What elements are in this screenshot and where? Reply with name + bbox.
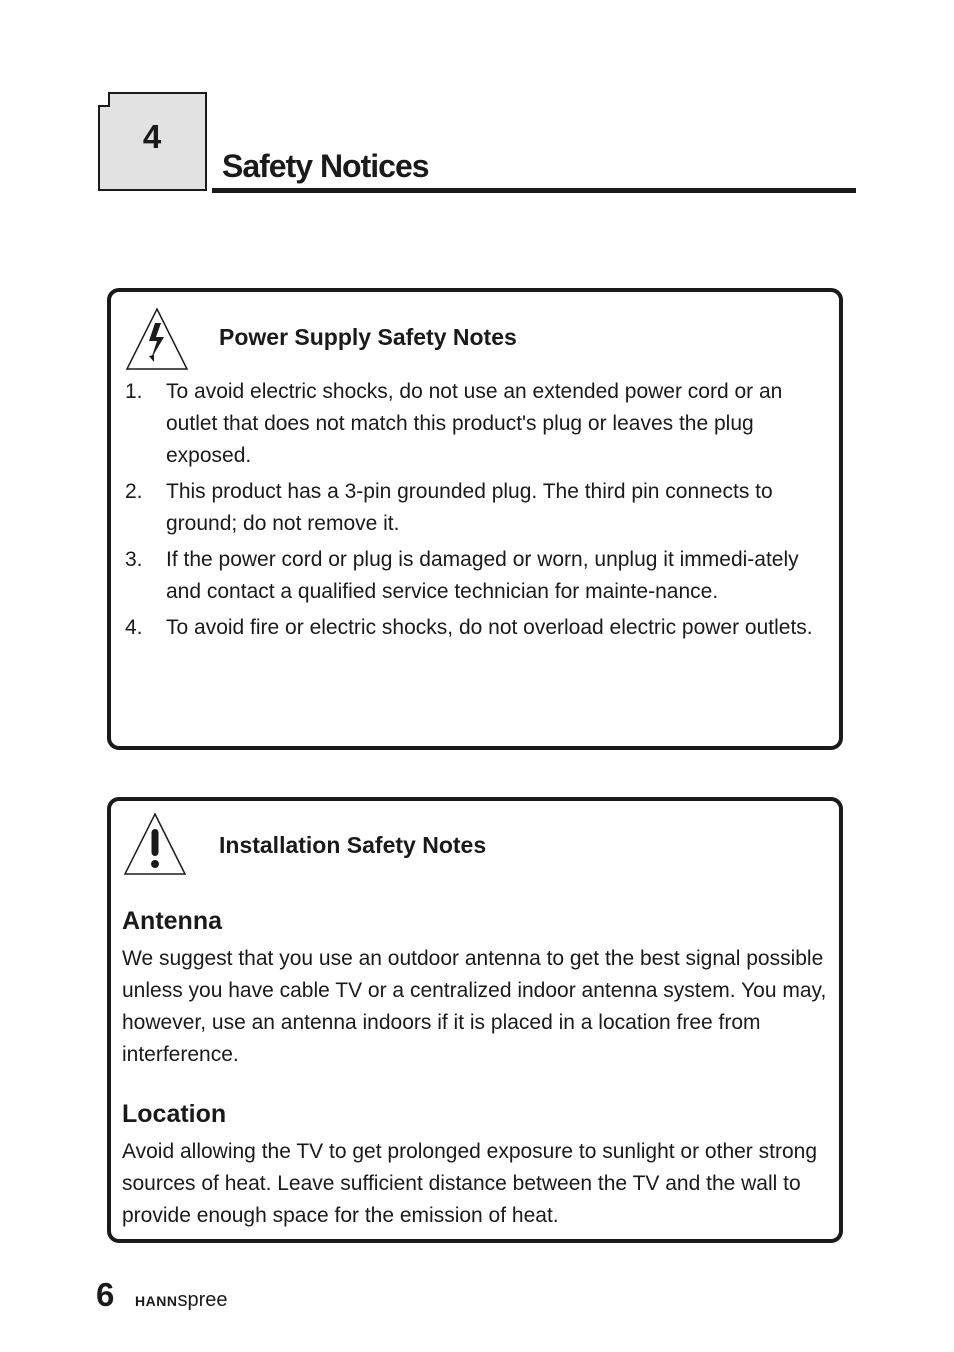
list-item-number: 3. <box>125 548 143 571</box>
title-rule <box>212 188 856 193</box>
power-supply-heading: Power Supply Safety Notes <box>219 324 517 350</box>
page-title: Safety Notices <box>222 148 429 184</box>
list-item <box>125 612 835 644</box>
chapter-number: 4 <box>142 118 162 155</box>
installation-section <box>107 797 843 1243</box>
list-item-text: To avoid fire or electric shocks, do not overload electric power outlets. <box>166 616 813 639</box>
brand-logo-light: spree <box>177 1289 228 1311</box>
list-item <box>125 376 835 472</box>
list-item-text: If the power cord or plug is damaged or worn, unplug it immedi-ately and contact a qualified service technician for mainte-nance. <box>166 548 799 603</box>
location-text: Avoid allowing the TV to get prolonged exposure to sunlight or other strong sources of heat. Leave sufficient distance between the TV and the wall to provide enough space for the emission of heat. <box>122 1140 817 1227</box>
list-item <box>125 476 835 540</box>
chapter-tab <box>98 92 208 191</box>
list-item-number: 2. <box>125 480 143 503</box>
power-supply-section <box>107 288 843 750</box>
location-heading: Location <box>122 1100 227 1128</box>
brand-logo <box>135 1289 227 1312</box>
electric-shock-warning-icon <box>124 306 190 372</box>
list-item <box>125 544 835 608</box>
antenna-text: We suggest that you use an outdoor antenna to get the best signal possible unless you have cable TV or a centralized indoor antenna system. You may, however, use an antenna indoors if it is placed in a location free from interference. <box>122 947 827 1066</box>
antenna-heading: Antenna <box>122 907 222 935</box>
list-item-text: This product has a 3-pin grounded plug. The third pin connects to ground; do not remove it. <box>166 480 773 535</box>
list-item-number: 4. <box>125 616 143 639</box>
installation-heading: Installation Safety Notes <box>219 832 487 858</box>
power-supply-list <box>125 376 835 648</box>
list-item-text: To avoid electric shocks, do not use an extended power cord or an outlet that does not match this product's plug or leaves the plug exposed. <box>166 380 783 467</box>
caution-warning-icon <box>122 811 188 877</box>
page-number: 6 <box>96 1276 115 1313</box>
brand-logo-bold: HANN <box>135 1293 178 1309</box>
list-item-number: 1. <box>125 380 143 403</box>
